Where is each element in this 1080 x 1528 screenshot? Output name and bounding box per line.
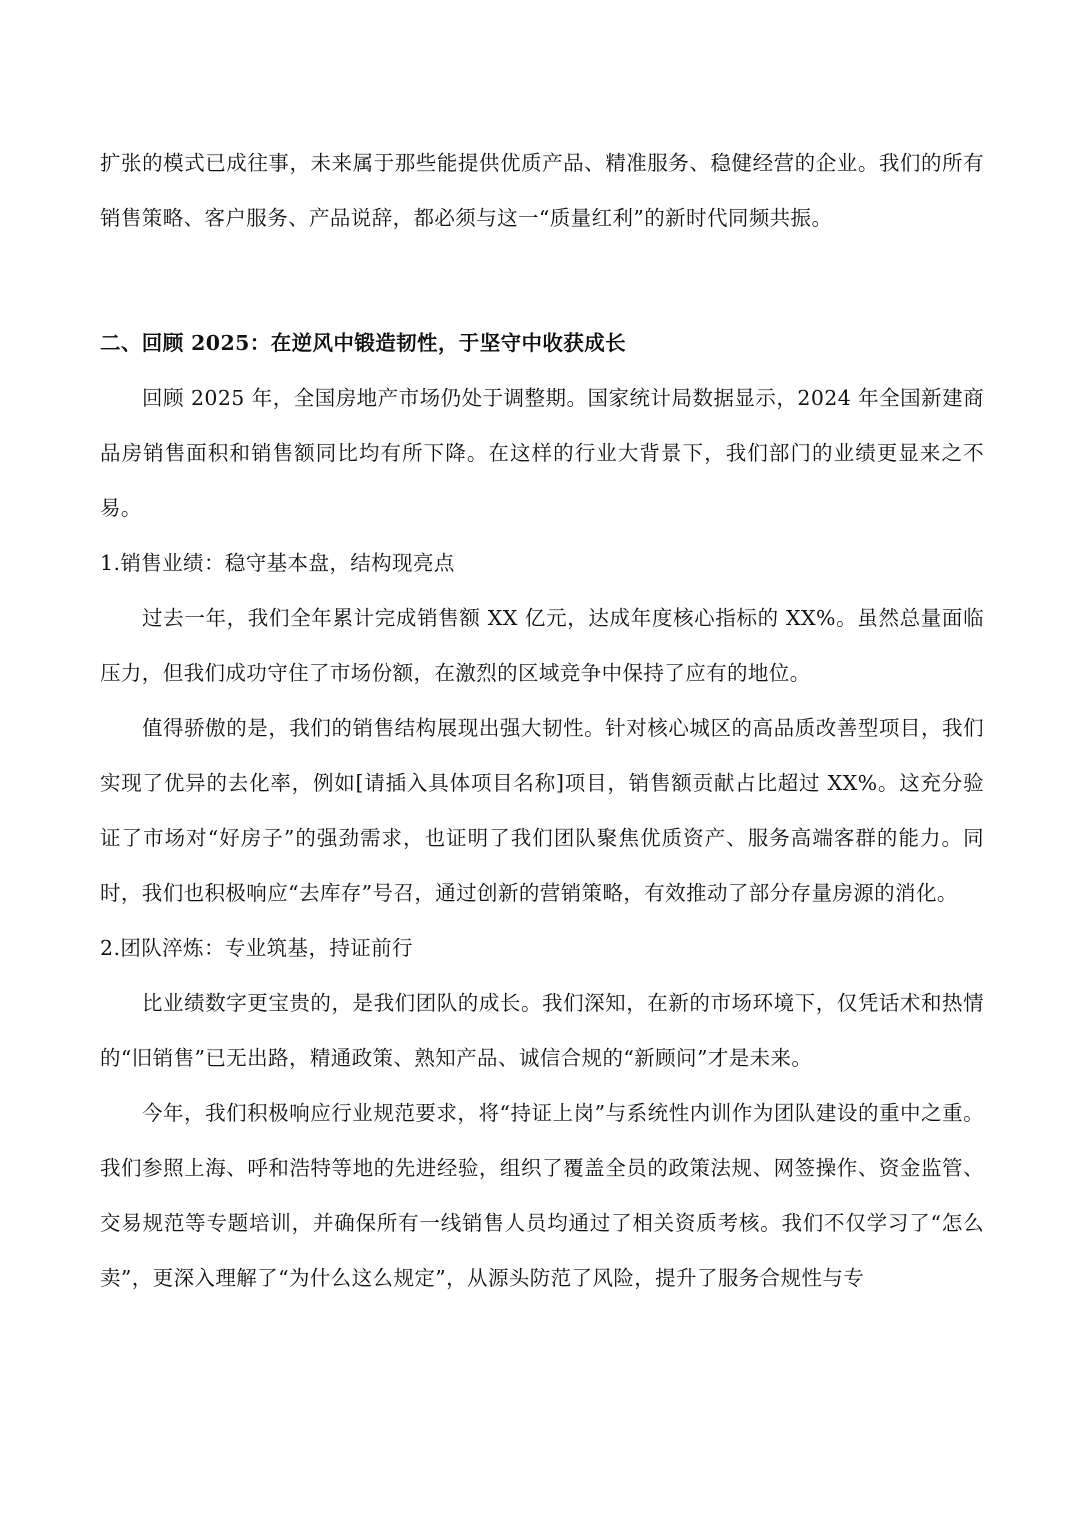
subheading-sales: 1.销售业绩：稳守基本盘，结构现亮点 — [100, 551, 455, 575]
paragraph-team-growth: 比业绩数字更宝贵的，是我们团队的成长。我们深知，在新的市场环境下，仅凭话术和热情的“旧销售”已无出路，精通政策、熟知产品、诚信合规的“新顾问”才是未来。 — [100, 991, 984, 1070]
subheading-team: 2.团队淬炼：专业筑基，持证前行 — [100, 936, 413, 960]
section-gap — [100, 246, 984, 316]
paragraph-intro-continuation: 扩张的模式已成往事，未来属于那些能提供优质产品、精准服务、稳健经营的企业。我们的所有销售策略、客户服务、产品说辞，都必须与这一“质量红利”的新时代同频共振。 — [100, 151, 984, 230]
section-heading: 二、回顾 2025：在逆风中锻造韧性，于坚守中收获成长 — [100, 331, 626, 355]
paragraph-sales-structure: 值得骄傲的是，我们的销售结构展现出强大韧性。针对核心城区的高品质改善型项目，我们实现了优异的去化率，例如[请插入具体项目名称]项目，销售额贡献占比超过 XX%。这充分验证了市场对“好房子”的强劲需求，也证明了我们团队聚焦优质资产、服务高端客群的能力。同时，我们也积极响应“去库存”号召，通过创新的营销策略，有效推动了部分存量房源的消化。 — [100, 716, 984, 905]
paragraph-review: 回顾 2025 年，全国房地产市场仍处于调整期。国家统计局数据显示，2024 年全国新建商品房销售面积和销售额同比均有所下降。在这样的行业大背景下，我们部门的业绩更显来之不易。 — [100, 386, 984, 520]
paragraph-sales-total: 过去一年，我们全年累计完成销售额 XX 亿元，达成年度核心指标的 XX%。虽然总量面临压力，但我们成功守住了市场份额，在激烈的区域竞争中保持了应有的地位。 — [100, 606, 984, 685]
paragraph-team-training: 今年，我们积极响应行业规范要求，将“持证上岗”与系统性内训作为团队建设的重中之重。我们参照上海、呼和浩特等地的先进经验，组织了覆盖全员的政策法规、网签操作、资金监管、交易规范等专题培训，并确保所有一线销售人员均通过了相关资质考核。我们不仅学习了“怎么卖”，更深入理解了“为什么这么规定”，从源头防范了风险，提升了服务合规性与专 — [100, 1101, 984, 1290]
document-page — [100, 136, 984, 1306]
